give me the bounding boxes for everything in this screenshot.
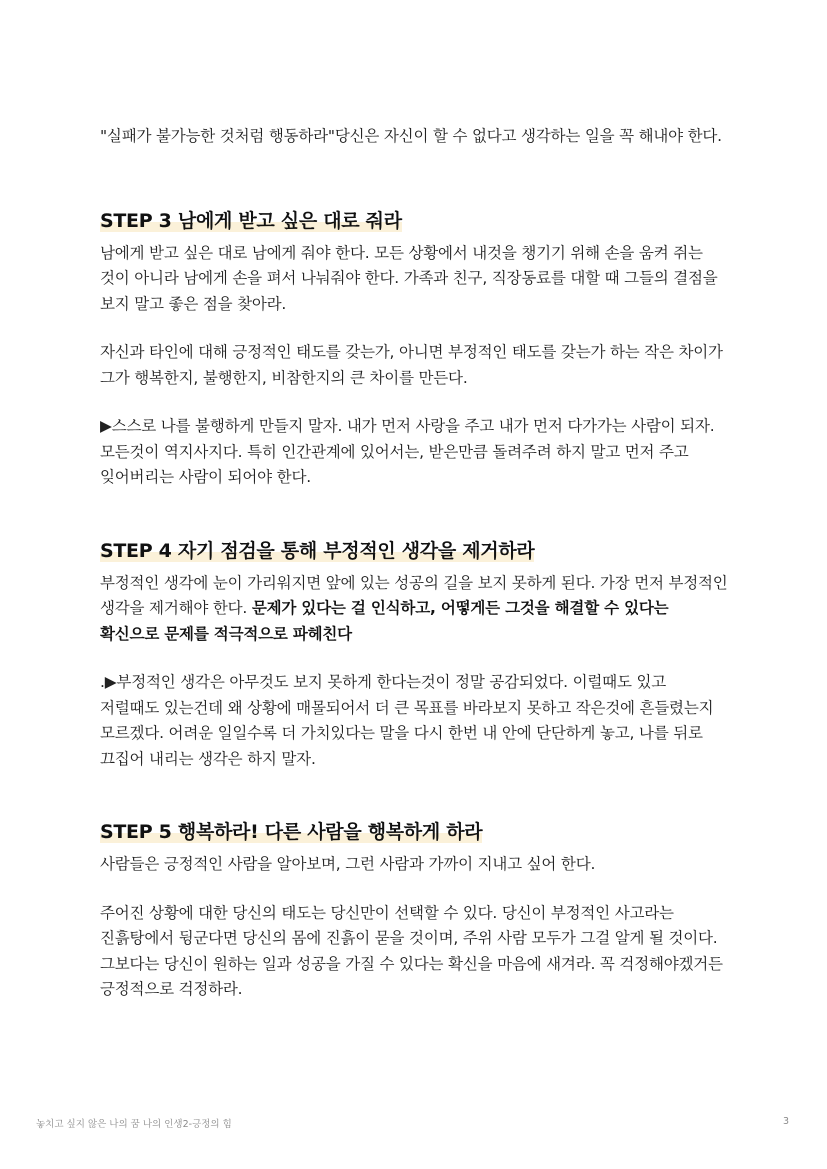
step3-paragraph-2: 자신과 타인에 대해 긍정적인 태도를 갖는가, 아니면 부정적인 태도를 갖는가 하는 작은 차이가 그가 행복한지, 불행한지, 비참한지의 큰 차이를 만든다.	[100, 343, 723, 387]
step5-paragraph-2: 주어진 상황에 대한 당신의 태도는 당신만이 선택할 수 있다. 당신이 부정적인 사고라는 진흙탕에서 뒹군다면 당신의 몸에 진흙이 묻을 것이며, 주위 사람 모두가 그걸 알게 될 것이다. 그보다는 당신이 원하는 일과 성공을 가질 수 있다는 확신을 마음에 새겨라. 꼭 걱정해야겠거든 긍정적으로 걱정하라.	[100, 903, 723, 998]
step4-paragraph-1: 부정적인 생각에 눈이 가리워지면 앞에 있는 성공의 길을 보지 못하게 된다. 가장 먼저 부정적인 생각을 제거해야 한다. 문제가 있다는 걸 인식하고, 어떻게든 그것을 해결할 수 있다는 확신으로 문제를 적극적으로 파헤친다	[100, 573, 728, 643]
page-number: 3	[782, 1116, 789, 1127]
step3-paragraph-1: 남에게 받고 싶은 대로 남에게 줘야 한다. 모든 상황에서 내것을 챙기기 위해 손을 움켜 쥐는 것이 아니라 남에게 손을 펴서 나눠줘야 한다. 가족과 친구, 직장동료를 대할 때 그들의 결점을 보지 말고 좋은 점을 찾아라.	[100, 243, 718, 313]
footer-title: 놓치고 싶지 않은 나의 꿈 나의 인생2-긍정의 힘	[36, 1119, 232, 1130]
step5-heading: STEP 5 행복하라! 다른 사람을 행복하게 하라	[100, 821, 483, 843]
step4-heading: STEP 4 자기 점검을 통해 부정적인 생각을 제거하라	[100, 539, 535, 562]
document-body	[100, 124, 728, 1003]
step4-paragraph-2: .▶부정적인 생각은 아무것도 보지 못하게 한다는것이 정말 공감되었다. 이럴때도 있고 저럴때도 있는건데 왜 상황에 매몰되어서 더 큰 목표를 바라보지 못하고 작은것에 흔들렸는지 모르겠다. 어려운 일일수록 더 가치있다는 말을 다시 한번 내 안에 단단하게 놓고, 나를 뒤로 끄집어 내리는 생각은 하지 말자.	[100, 673, 714, 768]
page-footer	[36, 1116, 789, 1130]
step3-heading: STEP 3 남에게 받고 싶은 대로 줘라	[100, 209, 402, 232]
intro-paragraph: "실패가 불가능한 것처럼 행동하라"당신은 자신이 할 수 없다고 생각하는 일을 꼭 해내야 한다.	[100, 127, 722, 145]
step3-paragraph-3: ▶스스로 나를 불행하게 만들지 말자. 내가 먼저 사랑을 주고 내가 먼저 다가가는 사람이 되자. 모든것이 역지사지다. 특히 인간관계에 있어서는, 받은만큼 돌려주려 하지 말고 먼저 주고 잊어버리는 사람이 되어야 한다.	[100, 417, 715, 486]
step5-paragraph-1: 사람들은 긍정적인 사람을 알아보며, 그런 사람과 가까이 지내고 싶어 한다.	[100, 855, 596, 873]
step4-emphasis: 문제가 있다는 걸 인식하고, 어떻게든 그것을 해결할 수 있다는 확신으로 문제를 적극적으로 파헤친다	[100, 599, 669, 643]
